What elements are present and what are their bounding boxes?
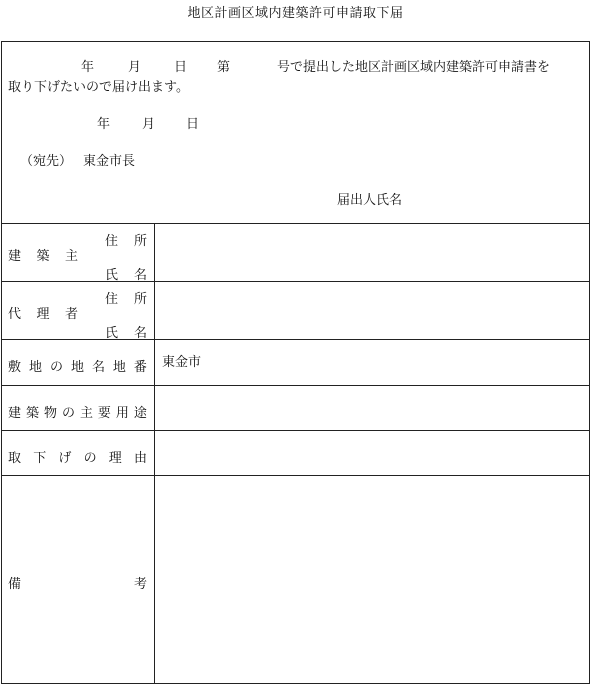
date-day-label: 日 — [174, 60, 188, 75]
applicant-label: 届出人氏名 — [337, 193, 403, 208]
remarks-label: 備 考 — [8, 577, 147, 592]
owner-address-label: 住 所 — [105, 234, 147, 249]
addressee: 東金市長 — [83, 154, 136, 169]
site-value[interactable]: 東金市 — [162, 355, 202, 370]
column-divider — [154, 223, 155, 684]
addressee-prefix: （宛先） — [20, 154, 73, 169]
declaration-line1: 号で提出した地区計画区域内建築許可申請書を — [277, 60, 551, 75]
sign-year-label: 年 — [97, 117, 111, 132]
owner-input-cell[interactable] — [156, 224, 590, 280]
document-title: 地区計画区域内建築許可申請取下届 — [187, 6, 404, 21]
withdrawal-form — [1, 41, 590, 684]
date-month-label: 月 — [128, 60, 142, 75]
site-label: 敷 地 の 地 名 地 番 — [8, 360, 147, 375]
number-prefix: 第 — [217, 60, 231, 75]
declaration-line2: 取り下げたいので届け出ます。 — [8, 80, 189, 95]
withdrawal-reason-input-cell[interactable] — [156, 431, 590, 474]
date-year-label: 年 — [81, 60, 95, 75]
owner-name-label: 氏 名 — [105, 268, 147, 283]
row-divider — [2, 339, 589, 340]
agent-name-label: 氏 名 — [105, 326, 147, 341]
building-use-label: 建 築 物 の 主 要 用 途 — [8, 406, 147, 421]
owner-label: 建 築 主 — [8, 249, 78, 264]
agent-input-cell[interactable] — [156, 282, 590, 338]
agent-label: 代 理 者 — [8, 307, 78, 322]
sign-month-label: 月 — [142, 117, 156, 132]
withdrawal-reason-label: 取 下 げ の 理 由 — [8, 451, 147, 466]
remarks-input-cell[interactable] — [156, 476, 590, 683]
building-use-input-cell[interactable] — [156, 386, 590, 429]
agent-address-label: 住 所 — [105, 292, 147, 307]
sign-day-label: 日 — [186, 117, 200, 132]
